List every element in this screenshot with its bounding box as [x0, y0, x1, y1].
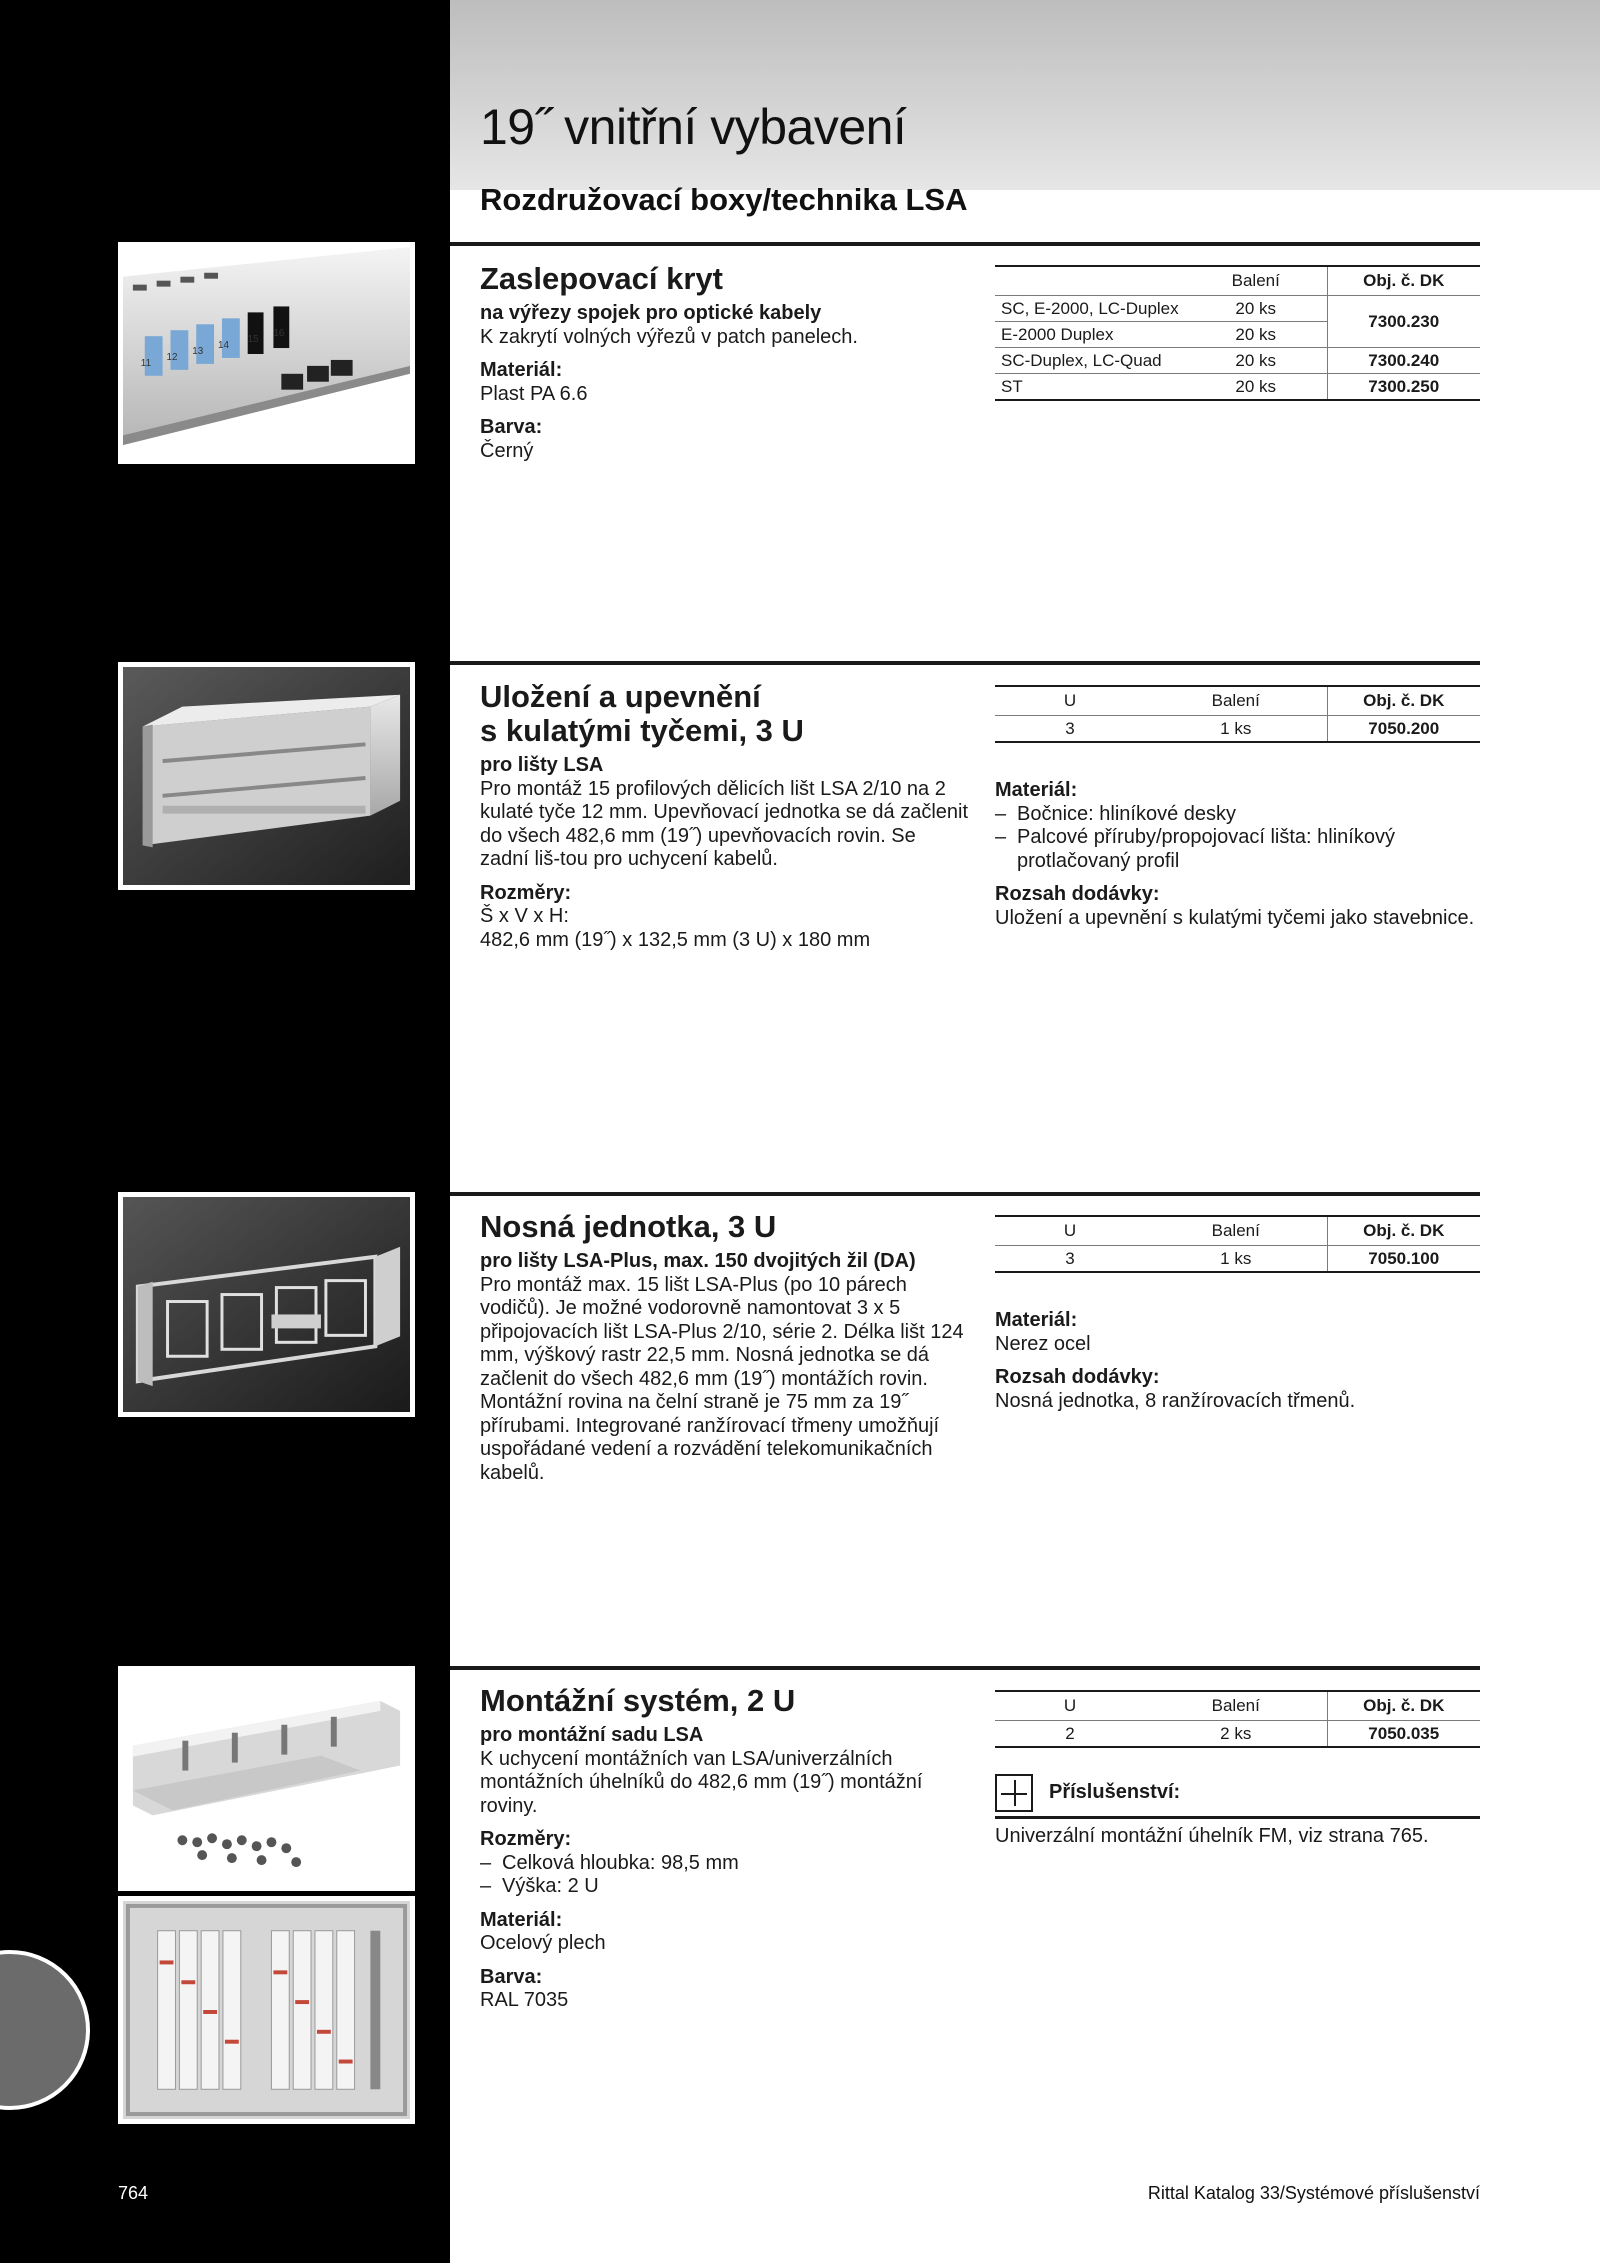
color-label: Barva:: [480, 1965, 543, 1988]
col-header-u: U: [995, 686, 1145, 716]
header-band: [450, 0, 1600, 190]
cell-pack: 20 ks: [1185, 322, 1327, 348]
section-blanking-cover: [480, 262, 970, 463]
section-heading: [480, 680, 970, 748]
support-unit-image: [123, 1197, 410, 1412]
list-item: – Výška: 2 U: [480, 1875, 970, 1899]
list-item: – Palcové příruby/propojovací lišta: hliníkový protlačovaný profil: [995, 826, 1480, 873]
section-support-unit: [480, 1210, 970, 1485]
product-photo-mounting-system: [118, 1666, 415, 1891]
dims-label: Rozměry:: [480, 881, 572, 904]
cell-type: E-2000 Duplex: [995, 322, 1185, 348]
scope-value: Nosná jednotka, 8 ranžírovacích třmenů.: [995, 1389, 1356, 1412]
cell-type: SC, E-2000, LC-Duplex: [995, 296, 1185, 322]
col-header-code: Obj. č. DK: [1327, 266, 1480, 296]
material-value: Ocelový plech: [480, 1932, 606, 1954]
cell-code: 7050.200: [1327, 716, 1480, 743]
cell-type: SC-Duplex, LC-Quad: [995, 348, 1185, 374]
cell-u: 3: [995, 716, 1145, 743]
scope-label: Rozsah dodávky:: [995, 883, 1160, 905]
material-value: Nerez ocel: [995, 1332, 1091, 1355]
material-label: Materiál:: [480, 359, 563, 381]
order-table: [995, 1215, 1480, 1273]
photo-label-14: 14: [218, 340, 230, 352]
section-rule-1: [450, 242, 1480, 246]
col-header-code: Obj. č. DK: [1327, 1216, 1480, 1246]
cell-code: 7050.100: [1327, 1246, 1480, 1273]
cell-code: 7300.230: [1327, 296, 1480, 348]
cell-pack: 20 ks: [1185, 374, 1327, 401]
page-subtitle: Rozdružovací boxy/technika LSA: [480, 182, 968, 217]
page-number: 764: [118, 2183, 149, 2203]
list-item: – Bočnice: hliníkové desky: [995, 803, 1480, 827]
product-photo-rod-mount: [118, 662, 415, 890]
blanking-cover-image: [123, 247, 410, 459]
section-body: K uchycení montážních van LSA/univerzálních montážních úhelníků do 482,6 mm (19˝) montážní roviny.: [480, 1747, 923, 1817]
section-mounting-system: [480, 1684, 970, 2013]
section-rule-3: [450, 1192, 1480, 1196]
color-value: Černý: [480, 439, 534, 462]
cell-pack: 1 ks: [1145, 1246, 1327, 1273]
material-list: [995, 803, 1480, 874]
section-rule-4: [450, 1666, 1480, 1670]
section-lead: pro lišty LSA-Plus, max. 150 dvojitých žil (DA): [480, 1250, 916, 1272]
product-photo-support-unit: [118, 1192, 415, 1417]
section-body: Pro montáž 15 profilových dělicích lišt LSA 2/10 na 2 kulaté tyče 12 mm. Upevňovací jednotka se dá začlenit do všech 482,6 mm (19˝) upevňovacích rovin. Se zadní liš-tou pro uchycení kabelů.: [480, 777, 969, 870]
section-lead: pro montážní sadu LSA: [480, 1724, 704, 1746]
table-header-row: [995, 686, 1480, 716]
section-heading: Nosná jednotka, 3 U: [480, 1209, 777, 1244]
order-table: [995, 1690, 1480, 1748]
product-photo-blanking-cover: [118, 242, 415, 464]
cell-pack: 2 ks: [1145, 1721, 1327, 1748]
plus-icon: [995, 1774, 1033, 1812]
material-value: Plast PA 6.6: [480, 382, 588, 405]
order-table: [995, 265, 1480, 401]
section-lead: pro lišty LSA: [480, 754, 604, 776]
color-label: Barva:: [480, 416, 543, 438]
material-label: Materiál:: [995, 1309, 1078, 1331]
photo-label-15: 15: [247, 334, 259, 346]
table-header-row: [995, 266, 1480, 296]
col-header-pack: Balení: [1185, 266, 1327, 296]
section-rule-2: [450, 661, 1480, 665]
material-label: Materiál:: [995, 779, 1078, 801]
table-row: [995, 374, 1480, 401]
footer-reference: Rittal Katalog 33/Systémové příslušenství: [1147, 2183, 1480, 2203]
section-body: Pro montáž max. 15 lišt LSA-Plus (po 10 párech vodičů). Je možné vodorovně namontovat 3 x 5 připojovacích lišt LSA-Plus 2/10, série 2. Délka lišt 124 mm, výškový rastr 22,5 mm. Nosná jednotka se dá začlenit do všech 482,6 mm (19˝) montážích rovin. Montážní rovina na čelní straně je 75 mm za 19˝ přírubami. Integrované ranžírovací třmeny umožňují uspořádané vedení a rozvádění telekomunikačních kabelů.: [480, 1273, 964, 1484]
col-header-pack: Balení: [1145, 1216, 1327, 1246]
dims-line-2: 482,6 mm (19˝) x 132,5 mm (3 U) x 180 mm: [480, 928, 871, 951]
order-block-rod-mount: [995, 685, 1480, 930]
scope-value: Uložení a upevnění s kulatými tyčemi jako stavebnice.: [995, 906, 1475, 929]
page-title: 19˝ vnitřní vybavení: [480, 99, 907, 155]
dims-label: Rozměry:: [480, 1828, 572, 1850]
section-rod-mount: [480, 680, 970, 952]
rod-mount-image: [123, 667, 410, 885]
photo-label-11: 11: [140, 357, 152, 369]
photo-label-12: 12: [166, 351, 178, 363]
order-block-mounting-system: [995, 1690, 1480, 1849]
product-photo-lsa-installed: [118, 1896, 415, 2124]
cell-pack: 1 ks: [1145, 716, 1327, 743]
cell-code: 7050.035: [1327, 1721, 1480, 1748]
heading-line-1: Uložení a upevnění: [480, 679, 761, 714]
col-header-pack: Balení: [1145, 1691, 1327, 1721]
col-header-code: Obj. č. DK: [1327, 686, 1480, 716]
table-row: [995, 296, 1480, 322]
table-row: [995, 1721, 1480, 1748]
table-row: [995, 716, 1480, 743]
material-label: Materiál:: [480, 1908, 563, 1931]
mounting-system-image: [123, 1671, 410, 1886]
col-header-u: U: [995, 1216, 1145, 1246]
table-row: [995, 1246, 1480, 1273]
accessory-heading: [995, 1774, 1480, 1819]
photo-label-16: 16: [273, 328, 285, 340]
cell-pack: 20 ks: [1185, 296, 1327, 322]
col-header-u: U: [995, 1691, 1145, 1721]
section-heading: Montážní systém, 2 U: [480, 1683, 796, 1718]
lsa-installed-image: [123, 1901, 410, 2119]
cell-u: 2: [995, 1721, 1145, 1748]
col-header-type: [995, 266, 1185, 296]
heading-line-2: s kulatými tyčemi, 3 U: [480, 713, 804, 748]
accessory-value: Univerzální montážní úhelník FM, viz strana 765.: [995, 1825, 1429, 1847]
table-header-row: [995, 1691, 1480, 1721]
color-value: RAL 7035: [480, 1989, 569, 2011]
table-header-row: [995, 1216, 1480, 1246]
dims-list: [480, 1852, 970, 1899]
col-header-code: Obj. č. DK: [1327, 1691, 1480, 1721]
order-block-blanking-cover: [995, 265, 1480, 401]
scope-label: Rozsah dodávky:: [995, 1366, 1160, 1388]
accessory-label: Příslušenství:: [1049, 1781, 1181, 1804]
list-item: – Celková hloubka: 98,5 mm: [480, 1852, 970, 1876]
order-table: [995, 685, 1480, 743]
section-lead: na výřezy spojek pro optické kabely: [480, 302, 822, 324]
photo-label-13: 13: [192, 345, 204, 357]
section-heading: Zaslepovací kryt: [480, 261, 723, 296]
table-row: [995, 348, 1480, 374]
cell-code: 7300.250: [1327, 374, 1480, 401]
cell-type: ST: [995, 374, 1185, 401]
cell-u: 3: [995, 1246, 1145, 1273]
dims-line-1: Š x V x H:: [480, 905, 569, 927]
col-header-pack: Balení: [1145, 686, 1327, 716]
cell-code: 7300.240: [1327, 348, 1480, 374]
order-block-support-unit: [995, 1215, 1480, 1413]
section-body: K zakrytí volných výřezů v patch panelech.: [480, 325, 858, 348]
cell-pack: 20 ks: [1185, 348, 1327, 374]
